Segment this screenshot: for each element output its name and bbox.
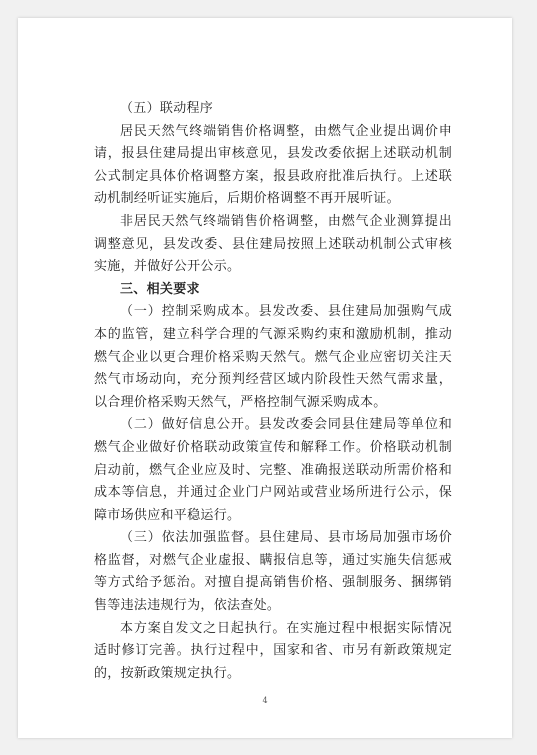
paragraph-effective-date: 本方案自发文之日起执行。在实施过程中根据实际情况适时修订完善。执行过程中，国家和省、市另有新政策规定的，按新政策规定执行。	[94, 620, 452, 681]
paragraph-control-purchase-cost: （一）控制采购成本。县发改委、县住建局加强购气成本的监管，建立科学合理的气源采购约束和激励机制，推动燃气企业以更合理价格采购天然气。燃气企业应密切关注天然气市场动向，充分预判经营区域内阶段性天然气需求量，以合理价格采购天然气，严格控制气源采购成本。	[94, 304, 452, 410]
paragraph-strengthen-supervision: （三）依法加强监督。县住建局、县市场局加强市场价格监督，对燃气企业虚报、瞒报信息等，通过实施失信惩戒等方式给予惩治。对擅自提高销售价格、强制服务、捆绑销售等违法违规行为，依法查处。	[94, 530, 452, 614]
page-number: 4	[262, 696, 268, 705]
paragraph-residential-price-adjustment: 居民天然气终端销售价格调整，由燃气企业提出调价申请，报县住建局提出审核意见，县发改委依据上述联动机制公式制定具体价格调整方案，报县政府批准后执行。上述联动机制经听证实施后，后期价格调整不再开展听证。	[94, 123, 452, 207]
section-heading-linkage-procedure: （五）联动程序	[120, 101, 214, 116]
section-heading-related-requirements: 三、相关要求	[120, 281, 200, 297]
paragraph-non-residential-price-adjustment: 非居民天然气终端销售价格调整，由燃气企业测算提出调整意见，县发改委、县住建局按照上述联动机制公式审核实施，并做好公开公示。	[94, 213, 452, 275]
document-page	[18, 18, 512, 738]
paragraph-information-disclosure: （二）做好信息公开。县发改委会同县住建局等单位和燃气企业做好价格联动政策宣传和解释工作。价格联动机制启动前，燃气企业应及时、完整、准确报送联动所需价格和成本等信息，并通过企业门户网站或营业场所进行公示，保障市场供应和平稳运行。	[94, 417, 452, 523]
document-body	[94, 98, 452, 685]
